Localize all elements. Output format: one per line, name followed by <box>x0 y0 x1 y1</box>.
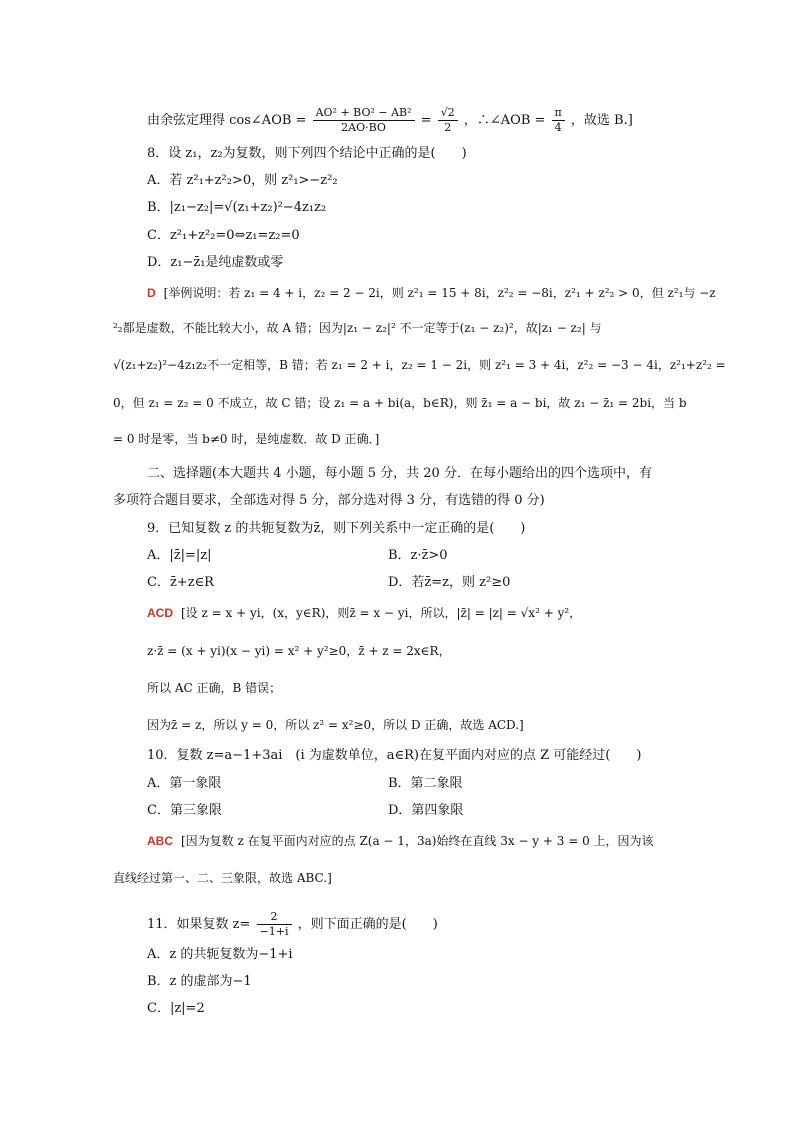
answer-10-text: [因为复数 z 在复平面内对应的点 Z(a − 1，3a)始终在直线 3x − y + 3 = 0 上，因为该 <box>181 834 654 848</box>
answer-9-line-2: z·z̄ = (x + yi)(x − yi) = x² + y²≥0，z̄ + z = 2x∈R， <box>147 644 451 658</box>
answer-9-line-3: 所以 AC 正确，B 错误； <box>147 681 282 695</box>
question-9-option-c: C．z̄+z∈R <box>147 575 214 590</box>
question-11-option-c: C．|z|=2 <box>147 1001 205 1016</box>
answer-8-line-1 <box>147 285 716 301</box>
section-2-intro-line-1: 二、选择题(本大题共 4 小题，每小题 5 分，共 20 分．在每小题给出的四个选项中，有 <box>147 466 652 481</box>
question-11-text: 11．如果复数 z= <box>147 917 251 932</box>
question-8-option-a: A．若 z²₁+z²₂>0，则 z²₁>−z²₂ <box>147 173 338 188</box>
fraction-numerator: π <box>552 106 565 121</box>
question-10-option-b: B．第二象限 <box>388 776 463 791</box>
question-8-option-d: D．z₁−z̄₁是纯虚数或零 <box>147 255 284 270</box>
answer-9-line-1 <box>147 605 581 621</box>
answer-10-line-1 <box>147 833 654 849</box>
question-10-option-d: D．第四象限 <box>388 803 464 818</box>
fraction-denominator: 4 <box>554 121 562 134</box>
answer-9-line-4: 因为z̄ = z，所以 y = 0，所以 z² = x²≥0，所以 D 正确，故选 ACD.] <box>147 718 524 732</box>
question-9-option-b: B．z·z̄>0 <box>388 548 448 563</box>
question-11-option-b: B．z 的虚部为−1 <box>147 974 252 989</box>
question-11-option-a: A．z 的共轭复数为−1+i <box>147 947 293 962</box>
fraction-denominator: 2 <box>444 121 452 134</box>
choose-b-text: ，故选 B.] <box>570 113 633 128</box>
angle-text: ，∴∠AOB = <box>463 113 546 128</box>
answer-8-tag: D <box>147 286 156 300</box>
answer-8-line-5: = 0 时是零，当 b≠0 时，是纯虚数．故 D 正确．] <box>113 432 380 446</box>
question-11-fraction <box>257 910 292 939</box>
answer-10-tag: ABC <box>147 834 173 848</box>
question-9-option-a: A．|z̄|=|z| <box>147 548 212 563</box>
question-8-option-c: C．z²₁+z²₂=0⇔z₁=z₂=0 <box>147 228 300 243</box>
section-2-intro-line-2: 多项符合题目要求，全部选对得 5 分，部分选对得 3 分，有选错的得 0 分) <box>113 493 545 508</box>
question-10-option-c: C．第三象限 <box>147 803 222 818</box>
cosine-law-line <box>147 106 633 135</box>
question-9-option-d: D．若z̄=z，则 z²≥0 <box>388 575 511 590</box>
question-11 <box>147 910 438 939</box>
equals-sign: = <box>420 113 432 128</box>
question-10: 10．复数 z=a−1+3ai (i 为虚数单位，a∈R)在复平面内对应的点 Z 可能经过( ) <box>147 748 642 763</box>
cosine-text: 由余弦定理得 cos∠AOB = <box>147 113 307 128</box>
answer-8-line-3: √(z₁+z₂)²−4z₁z₂不一定相等，B 错；若 z₁ = 2 + i，z₂ = 1 − 2i，则 z²₁ = 3 + 4i，z²₂ = −3 − 4i，z²₁+z²₂ = <box>113 358 726 372</box>
answer-8-line-4: 0，但 z₁ = z₂ = 0 不成立，故 C 错；设 z₁ = a + bi(a，b∈R)，则 z̄₁ = a − bi，故 z₁ − z̄₁ = 2bi，当 b <box>113 396 687 410</box>
answer-8-line-2: ²₂都是虚数，不能比较大小，故 A 错；因为|z₁ − z₂|² 不一定等于(z₁ − z₂)²，故|z₁ − z₂| 与 <box>113 321 602 335</box>
answer-10-line-2: 直线经过第一、二、三象限，故选 ABC.] <box>113 871 332 885</box>
fraction-numerator: 2 <box>257 910 292 925</box>
question-10-option-a: A．第一象限 <box>147 776 222 791</box>
sqrt2-fraction <box>438 106 458 135</box>
answer-9-tag: ACD <box>147 606 173 620</box>
cosine-fraction <box>313 106 415 135</box>
fraction-denominator: 2AO·BO <box>341 121 386 134</box>
question-8: 8．设 z₁，z₂为复数，则下列四个结论中正确的是( ) <box>147 146 467 161</box>
answer-8-text: [举例说明：若 z₁ = 4 + i，z₂ = 2 − 2i，则 z²₁ = 15 + 8i，z²₂ = −8i，z²₁ + z²₂ > 0，但 z²₁与 −z <box>163 286 716 300</box>
answer-9-text: [设 z = x + yi，(x，y∈R)，则z̄ = x − yi，所以，|z̄| = |z| = √x² + y²， <box>181 606 582 620</box>
fraction-denominator: −1+i <box>259 925 289 938</box>
fraction-numerator: AO² + BO² − AB² <box>313 106 415 121</box>
fraction-numerator: √2 <box>438 106 458 121</box>
pi-fraction <box>552 106 565 135</box>
question-9: 9．已知复数 z 的共轭复数为z̄，则下列关系中一定正确的是( ) <box>147 521 526 536</box>
question-11-text-tail: ，则下面正确的是( ) <box>297 917 438 932</box>
question-8-option-b: B．|z₁−z₂|=√(z₁+z₂)²−4z₁z₂ <box>147 200 327 215</box>
